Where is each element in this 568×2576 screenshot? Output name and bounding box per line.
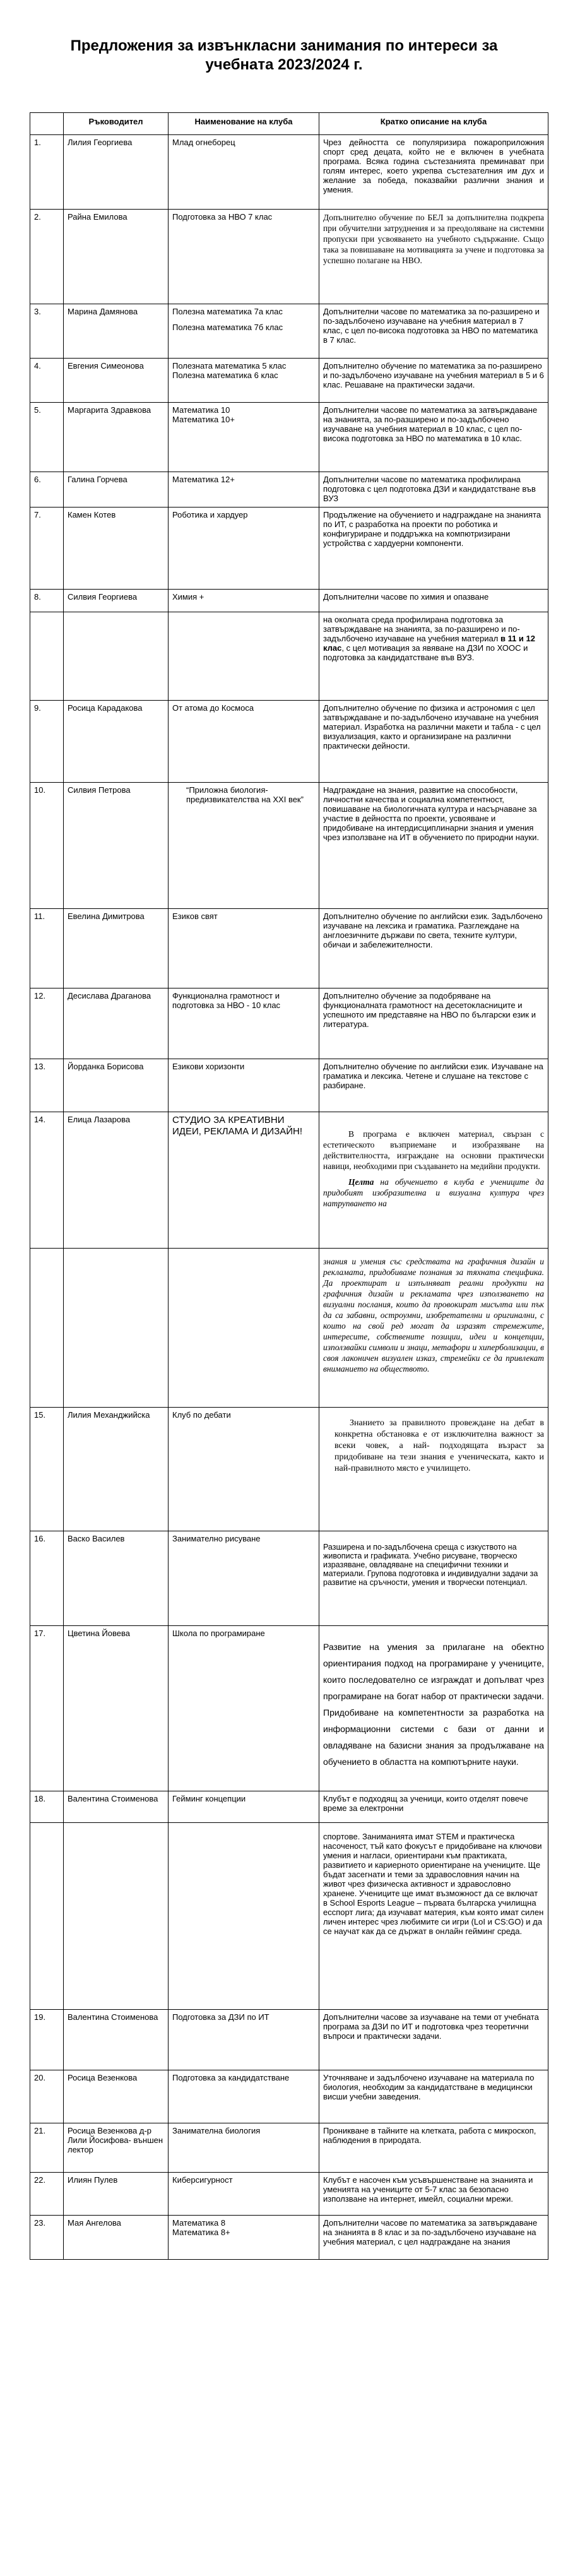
description-part: на обучението в клуба е учениците да придобият изобразителна и визуална култура чрез натрупването на xyxy=(323,1177,544,1208)
row-number xyxy=(30,612,64,701)
table-row xyxy=(30,783,548,909)
table-row xyxy=(30,359,548,403)
row-club: Клуб по дебати xyxy=(169,1408,319,1531)
row-leader: Йорданка Борисова xyxy=(64,1059,169,1112)
clubs-table xyxy=(30,112,548,2260)
table-row-continuation xyxy=(30,612,548,701)
description-emphasis: Целта xyxy=(348,1177,374,1187)
row-number: 2. xyxy=(30,210,64,304)
row-number: 9. xyxy=(30,701,64,783)
row-leader xyxy=(64,1249,169,1408)
page-title: Предложения за извънкласни занимания по интереси за учебната 2023/2024 г. xyxy=(70,37,498,73)
row-number: 3. xyxy=(30,304,64,359)
header-leader: Ръководител xyxy=(64,113,169,135)
row-leader: Лилия Георгиева xyxy=(64,135,169,210)
row-leader: Росица Карадакова xyxy=(64,701,169,783)
row-number: 23. xyxy=(30,2216,64,2260)
table-row-continuation xyxy=(30,1249,548,1408)
row-description: Допълнителни часове за изучаване на теми от учебната програма за ДЗИ по ИТ и подготовка чрез теоретични въпроси и практически задачи. xyxy=(319,2010,548,2070)
row-description: Продължение на обучението и надграждане на знанията по ИТ, с разработка на проекти по роботика и конфигуриране и поддръжка на компютризирани устройства с хардуерни компоненти. xyxy=(319,507,548,590)
row-leader: Силвия Петрова xyxy=(64,783,169,909)
row-description: Допълнително обучение за подобряване на функционалната грамотност на десетокласниците и успешното им представяне на НВО по български език и литература. xyxy=(319,988,548,1059)
row-description: Допълнителни часове по математика за затвърждаване на знанията в 8 клас и за по-задълбочено изучаване на учебния материал, с цел надграждане на знания xyxy=(319,2216,548,2260)
table-row xyxy=(30,507,548,590)
row-number: 1. xyxy=(30,135,64,210)
row-leader xyxy=(64,1823,169,2010)
row-description: знания и умения със средствата на графичния дизайн и рекламата, придобиваме познания за тяхната специфика. Да проектират и изпълняват реални продукти на графичния дизайн и рекламата чрез използването на визуални послания, които да провокират мисълта или пък да са забавни, остроумни, изобретателни и оригинални, с които на свой ред могат да изразят стремежите, интересите, собствените позиции, идеи и концепции, използвайки символи и знаци, метафори и хиперболизации, в своя лаконичен визуален изказ, стремейки се да привлекат вниманието на обществото. xyxy=(319,1249,548,1408)
row-leader: Илиян Пулев xyxy=(64,2173,169,2216)
row-club: Гейминг концепции xyxy=(169,1791,319,1823)
row-club: “Приложна биология- предизвикателства на XXI век” xyxy=(169,783,319,909)
row-club: Математика 12+ xyxy=(169,472,319,507)
description-part: на околната среда профилирана подготовка за затвърждаване на знанията, за по-разширено и по-задълбочено изучаване на учебния материал xyxy=(323,615,520,643)
row-number: 16. xyxy=(30,1531,64,1626)
table-header-row xyxy=(30,113,548,135)
row-number xyxy=(30,1823,64,2010)
row-leader: Валентина Стоименова xyxy=(64,1791,169,1823)
row-number: 10. xyxy=(30,783,64,909)
row-club: Химия + xyxy=(169,590,319,612)
row-description: Допълнителни часове по химия и опазване xyxy=(319,590,548,612)
row-number: 11. xyxy=(30,909,64,988)
row-leader: Евгения Симеонова xyxy=(64,359,169,403)
table-row xyxy=(30,135,548,210)
row-club: Математика 10 Математика 10+ xyxy=(169,403,319,472)
row-description: Допълнително обучение по математика за по-разширено и по-задълбочено изучаване на учебния материал в 5 и 6 клас. Решаване на практически задачи. xyxy=(319,359,548,403)
row-leader: Валентина Стоименова xyxy=(64,2010,169,2070)
row-club: СТУДИО ЗА КРЕАТИВНИ ИДЕИ, РЕКЛАМА И ДИЗАЙН! xyxy=(169,1112,319,1249)
row-description: Чрез дейността се популяризира пожароприложния спорт сред децата, който не е включен в учебната програма. Всяка година състезанията преминават при голям интерес, което укрепва състезателния им дух и желание за победа, показвайки различни знания и умения. xyxy=(319,135,548,210)
table-row xyxy=(30,1791,548,1823)
row-leader: Галина Горчева xyxy=(64,472,169,507)
row-leader: Марина Дамянова xyxy=(64,304,169,359)
row-leader: Евелина Димитрова xyxy=(64,909,169,988)
row-number: 14. xyxy=(30,1112,64,1249)
row-club: Школа по програмиране xyxy=(169,1626,319,1791)
row-description: Допълнителни часове по математика за затвърждаване на знанията, за по-разширено и по-задълбочено изучаване на учебния материал в 10 клас, с цел по-висока подготовка за НВО по математика в 10 клас. xyxy=(319,403,548,472)
row-number: 8. xyxy=(30,590,64,612)
description-paragraph xyxy=(323,1177,544,1209)
row-club: Подготовка за НВО 7 клас xyxy=(169,210,319,304)
row-leader: Камен Котев xyxy=(64,507,169,590)
row-leader: Росица Везенкова д-р Лили Йосифова- външен лектор xyxy=(64,2123,169,2173)
table-row xyxy=(30,1408,548,1531)
row-description: Допълнително обучение по английски език. Изучаване на граматика и лексика. Четене и слушане на текстове с разбиране. xyxy=(319,1059,548,1112)
row-description: Знанието за правилното провеждане на дебат в конкретна обстановка е от изключителна важност за всеки човек, а най- подходящата възраст за придобиване на тези знания е ученическата, както и най-правилното място е училището. xyxy=(319,1408,548,1531)
row-number: 12. xyxy=(30,988,64,1059)
row-club: Математика 8 Математика 8+ xyxy=(169,2216,319,2260)
row-club xyxy=(169,304,319,359)
description-emphasis: в 11 и 12 клас xyxy=(323,634,535,653)
club-name: Полезна математика 7а клас xyxy=(172,307,283,316)
row-number: 6. xyxy=(30,472,64,507)
row-leader: Райна Емилова xyxy=(64,210,169,304)
description-part: , с цел мотивация за явяване на ДЗИ по ХООС и подготовка за кандидатстване във ВУЗ. xyxy=(323,643,528,662)
table-row xyxy=(30,590,548,612)
row-description: Допълнителни часове по математика за по-разширено и по-задълбочено изучаване на учебния материал в 7 клас, с цел по-висока подготовка за НВО по математика в 7 клас. xyxy=(319,304,548,359)
table-row xyxy=(30,1531,548,1626)
table-row xyxy=(30,2216,548,2260)
table-row xyxy=(30,2173,548,2216)
row-description: Надграждане на знания, развитие на способности, личностни качества и социална компетентност, повишаване на биологичната култура и насърчаване за участие в дейността по проекти, усвояване и придобиване на интердисциплинарни знания и умения чрез използване на ИТ в обучението по природни науки. xyxy=(319,783,548,909)
row-description: Уточняване и задълбочено изучаване на материала по биология, необходим за кандидатстване в медицински висши учебни заведения. xyxy=(319,2070,548,2123)
header-description: Кратко описание на клуба xyxy=(319,113,548,135)
row-number: 18. xyxy=(30,1791,64,1823)
row-leader: Васко Василев xyxy=(64,1531,169,1626)
table-row xyxy=(30,701,548,783)
table-row xyxy=(30,988,548,1059)
row-leader: Цветина Йовева xyxy=(64,1626,169,1791)
row-number: 7. xyxy=(30,507,64,590)
row-description: Допълнително обучение по английски език. Задълбочено изучаване на лексика и граматика. Разглеждане на англоезичните държави по света, техните култури, обичаи и забележителности. xyxy=(319,909,548,988)
row-description: Клубът е насочен към усъвършенстване на знанията и уменията на учениците от 5-7 клас за безопасно използване на интернет, имейл, социални мрежи. xyxy=(319,2173,548,2216)
row-number: 15. xyxy=(30,1408,64,1531)
description-paragraph: В програма е включен материал, свързан с естетическото възприемане и изобразяване на действителността, изграждане на основни практически навици, необходими при създаването на медийни продукти. xyxy=(323,1129,544,1171)
row-number: 13. xyxy=(30,1059,64,1112)
club-name-secondary: Полезна математика 7б клас xyxy=(172,323,283,332)
row-club: Занимателна биология xyxy=(169,2123,319,2173)
row-club xyxy=(169,612,319,701)
table-row xyxy=(30,403,548,472)
row-description: Допълнително обучение по БЕЛ за допълнителна подкрепа при обучителни затруднения и за преодоляване на системни пропуски при усвояването на учебното съдържание. Също така за повишаване на мотивацията за учене и подготовка за успешно полагане на НВО. xyxy=(319,210,548,304)
table-row xyxy=(30,1059,548,1112)
row-number: 20. xyxy=(30,2070,64,2123)
table-row xyxy=(30,2010,548,2070)
row-number: 21. xyxy=(30,2123,64,2173)
row-leader: Елица Лазарова xyxy=(64,1112,169,1249)
row-club: Езикови хоризонти xyxy=(169,1059,319,1112)
row-club xyxy=(169,1249,319,1408)
row-leader: Силвия Георгиева xyxy=(64,590,169,612)
row-club: Подготовка за ДЗИ по ИТ xyxy=(169,2010,319,2070)
row-club: От атома до Космоса xyxy=(169,701,319,783)
row-leader: Росица Везенкова xyxy=(64,2070,169,2123)
row-description: спортове. Заниманията имат STEM и практическа насоченост, тъй като фокусът е придобиване на ключови умения и нагласи, ориентирани към практиката, развитието и кариерното ориентиране на учениците. Ще бъдат засегнати и теми за здравословния начин на живот чрез физическа активност и здравословно хранене. Учениците ще имат възможност да се включат в School Esports League – първата българска училищна есспорт лига; да изучават материя, към която имат силен личен интерес чрез любимите си игри (LoI и CS:GO) и да се научат как да се държат в онлайн гейминг среда. xyxy=(319,1823,548,2010)
row-club: Функционална грамотност и подготовка за НВО - 10 клас xyxy=(169,988,319,1059)
row-number xyxy=(30,1249,64,1408)
row-number: 22. xyxy=(30,2173,64,2216)
table-row xyxy=(30,472,548,507)
row-number: 17. xyxy=(30,1626,64,1791)
row-number: 5. xyxy=(30,403,64,472)
header-club-name: Наименование на клуба xyxy=(169,113,319,135)
row-description: Проникване в тайните на клетката, работа с микроскоп, наблюдения в природата. xyxy=(319,2123,548,2173)
table-row-continuation xyxy=(30,1823,548,2010)
row-leader: Лилия Механджийска xyxy=(64,1408,169,1531)
row-club: Млад огнеборец xyxy=(169,135,319,210)
row-club: Подготовка за кандидатстване xyxy=(169,2070,319,2123)
header-number xyxy=(30,113,64,135)
row-leader xyxy=(64,612,169,701)
row-club xyxy=(169,1823,319,2010)
table-row xyxy=(30,210,548,304)
row-description xyxy=(319,612,548,701)
row-number: 4. xyxy=(30,359,64,403)
table-row xyxy=(30,2070,548,2123)
row-description: Клубът е подходящ за ученици, които отделят повече време за електронни xyxy=(319,1791,548,1823)
row-description: Разширена и по-задълбочена среща с изкуството на живописта и графиката. Учебно рисуване, творческо изразяване, овладяване на специфични техники и материали. Групова подготовка и индивидуални задачи за развитие на сръчности, умения и творчески потенциал. xyxy=(319,1531,548,1626)
row-club: Езиков свят xyxy=(169,909,319,988)
row-leader: Мая Ангелова xyxy=(64,2216,169,2260)
row-description: Допълнително обучение по физика и астрономия с цел затвърждаване и по-задълбочено изучаване на учебния материал. Изработка на различни макети и табла - с цел визуализация, както и организиране на различни практически дейности. xyxy=(319,701,548,783)
row-club: Полезната математика 5 клас Полезна математика 6 клас xyxy=(169,359,319,403)
row-description: Допълнителни часове по математика профилирана подготовка с цел подготовка ДЗИ и кандидатстване във ВУЗ xyxy=(319,472,548,507)
row-club: Киберсигурност xyxy=(169,2173,319,2216)
table-row xyxy=(30,1112,548,1249)
row-leader: Десислава Драганова xyxy=(64,988,169,1059)
table-row xyxy=(30,2123,548,2173)
row-leader: Маргарита Здравкова xyxy=(64,403,169,472)
table-row xyxy=(30,909,548,988)
row-description xyxy=(319,1112,548,1249)
row-number: 19. xyxy=(30,2010,64,2070)
row-club: Занимателно рисуване xyxy=(169,1531,319,1626)
table-row xyxy=(30,304,548,359)
table-row xyxy=(30,1626,548,1791)
row-description: Развитие на умения за прилагане на обектно ориентирания подход на програмиране у учениците, които последователно се изграждат и допълват чрез програмиране на богат набор от практически задачи. Придобиване на компетентности за разработка на информационни системи с бази от данни и овладяване на базисни знания за продължаване на обучението в областта на компютърните науки. xyxy=(319,1626,548,1791)
row-club: Роботика и хардуер xyxy=(169,507,319,590)
